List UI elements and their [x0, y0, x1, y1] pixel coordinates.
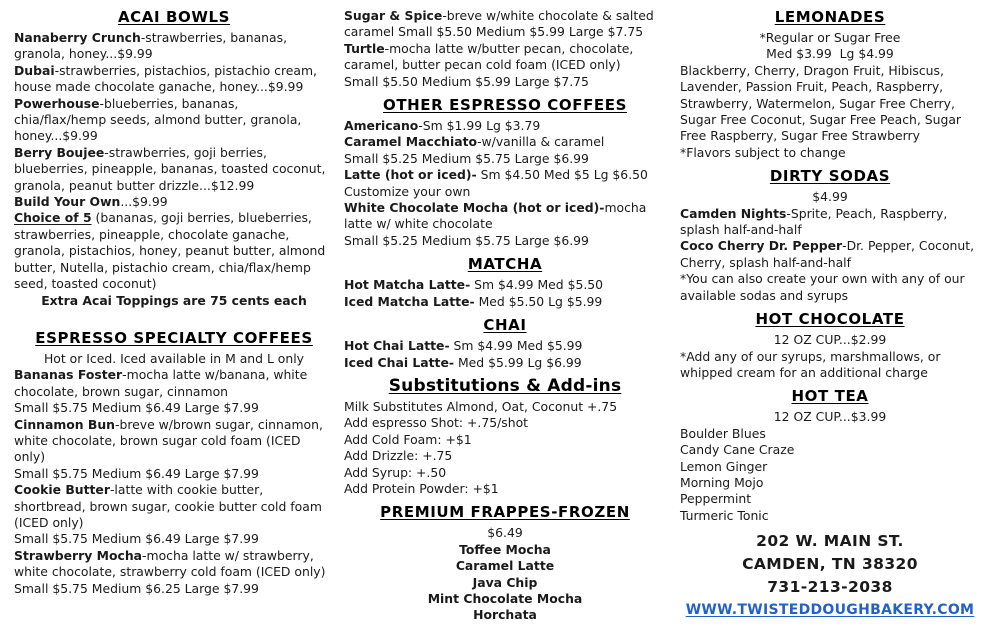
- item-price: Sm $4.50 Med $5 Lg $6.50: [476, 167, 648, 183]
- menu-item: [14, 482, 334, 548]
- section-title: OTHER ESPRESSO COFFEES: [382, 96, 628, 115]
- menu-item: [14, 293, 334, 309]
- menu-item: [344, 432, 666, 448]
- item-description: -blueberries, bananas, chia/flax/hemp seeds, almond butter, granola, honey...$9.99: [14, 95, 306, 144]
- menu-item: [680, 426, 980, 442]
- section-other-espresso-coffees: [344, 96, 666, 249]
- menu-item: [680, 349, 980, 382]
- item-description: -breve w/brown sugar, cinnamon, white chocolate, brown sugar cold foam (ICED only): [14, 416, 327, 465]
- menu-item: [680, 46, 980, 62]
- item-name: Candy Cane Craze: [680, 442, 795, 458]
- menu-column-left: [14, 0, 334, 597]
- section-title: CHAI: [483, 316, 527, 335]
- item-description: -mocha latte w/butter pecan, chocolate, caramel, butter pecan cold foam (ICED only): [344, 40, 638, 73]
- menu-item: [14, 145, 334, 194]
- section-title: Substitutions & Add-ins: [388, 375, 622, 396]
- item-name: Peppermint: [680, 491, 752, 507]
- item-name: Sugar & Spice: [344, 8, 443, 23]
- item-price: ...$9.99: [120, 194, 168, 210]
- street-address-text: 202 W. MAIN ST.: [756, 532, 904, 551]
- item-price: -Sm $1.99 Lg $3.79: [418, 118, 541, 134]
- menu-item: [344, 277, 666, 293]
- menu-item: [14, 96, 334, 145]
- section-title: HOT TEA: [791, 387, 869, 406]
- menu-item: [14, 63, 334, 96]
- item-name: Camden Nights: [680, 205, 787, 221]
- menu-item: [680, 508, 980, 524]
- section-hot-tea: [680, 387, 980, 524]
- website-link-text[interactable]: WWW.TWISTEDDOUGHBAKERY.COM: [685, 602, 975, 619]
- menu-item: [344, 448, 666, 464]
- item-name: Caramel Macchiato: [344, 134, 478, 150]
- section-matcha: [344, 255, 666, 310]
- menu-item: [344, 525, 666, 541]
- menu-item: [680, 30, 980, 46]
- menu-item: [344, 355, 666, 371]
- item-name: Bananas Foster: [14, 367, 123, 383]
- menu-item: [344, 399, 666, 415]
- item-name: Nanaberry Crunch: [14, 30, 141, 45]
- section-note: *Add any of our syrups, marshmallows, or whipped cream for an additional charge: [680, 348, 945, 380]
- item-price: Small $5.25 Medium $5.75 Large $6.99: [344, 150, 589, 166]
- menu-column-middle: [344, 0, 666, 624]
- menu-item: [14, 417, 334, 483]
- item-name: Strawberry Mocha: [14, 547, 143, 563]
- section-title: HOT CHOCOLATE: [755, 310, 905, 329]
- item-price: Small $5.75 Medium $6.49 Large $7.99: [14, 531, 259, 547]
- section-lemonades: [680, 8, 980, 161]
- section-title: MATCHA: [467, 255, 543, 274]
- item-name: Iced Matcha Latte-: [344, 293, 475, 309]
- item-name: Lemon Ginger: [680, 458, 768, 474]
- menu-item: [14, 351, 334, 367]
- menu-item: [14, 194, 334, 210]
- item-name: Dubai: [14, 62, 55, 78]
- section-price: 12 OZ CUP...$3.99: [773, 409, 887, 425]
- section-price: $4.99: [812, 189, 848, 205]
- menu-item: [344, 591, 666, 607]
- section-title: DIRTY SODAS: [769, 167, 891, 186]
- section-note: *Flavors subject to change: [680, 144, 846, 160]
- item-price: Sm $4.99 Med $5.99: [449, 338, 583, 354]
- section-substitutions-add-ins: [344, 377, 666, 497]
- toppings-note: Extra Acai Toppings are 75 cents each: [41, 292, 307, 308]
- section-title: PREMIUM FRAPPES-FROZEN: [380, 503, 630, 522]
- item-price: Sm $4.99 Med $5.50: [470, 277, 604, 293]
- menu-item: [680, 206, 980, 239]
- menu-item: [680, 271, 980, 304]
- menu-item: [680, 145, 980, 161]
- addin-line: Add Cold Foam: +$1: [344, 431, 472, 447]
- section-espresso-specialty-continued: [344, 8, 666, 90]
- street-address: [680, 530, 980, 553]
- addin-line: Add Protein Powder: +$1: [344, 480, 499, 496]
- section-price: $6.49: [487, 525, 523, 541]
- item-name: Powerhouse: [14, 95, 100, 111]
- item-price: Small $5.75 Medium $6.49 Large $7.99: [14, 465, 259, 481]
- item-price: Med $5.99 Lg $6.99: [454, 354, 582, 370]
- menu-item: [680, 332, 980, 348]
- menu-column-right: [680, 0, 980, 621]
- item-name: Iced Chai Latte-: [344, 354, 455, 370]
- phone-number: [680, 576, 980, 599]
- menu-item: [344, 542, 666, 558]
- item-name: Boulder Blues: [680, 425, 766, 441]
- item-description: -latte with cookie butter, shortbread, brown sugar, cookie butter cold foam (ICED only): [14, 482, 326, 530]
- item-description: Customize your own: [344, 183, 471, 199]
- section-espresso-specialty: [14, 329, 334, 597]
- item-price: Med $5.50 Lg $5.99: [474, 293, 603, 309]
- website-link[interactable]: [680, 599, 980, 621]
- item-name: Mint Chocolate Mocha: [427, 590, 583, 606]
- item-name: Choice of 5: [14, 210, 92, 226]
- item-price: Small $5.50 Medium $5.99 Large $7.75: [344, 73, 589, 89]
- menu-item: [344, 200, 666, 249]
- addin-line: Add Drizzle: +.75: [344, 448, 453, 464]
- item-name: Horchata: [473, 607, 537, 623]
- menu-item: [14, 30, 334, 63]
- menu-item: [344, 558, 666, 574]
- section-note: *You can also create your own with any of our available sodas and syrups: [680, 271, 969, 303]
- item-name: Turtle: [344, 40, 385, 56]
- menu-item: [344, 607, 666, 623]
- item-name: Cookie Butter: [14, 482, 110, 498]
- menu-item: [14, 210, 334, 292]
- item-description: -Dr. Pepper, Coconut, Cherry, splash half-and-half: [680, 238, 978, 270]
- item-price: Small $5.75 Medium $6.49 Large $7.99: [14, 400, 259, 416]
- phone-number-text: 731-213-2038: [767, 578, 893, 597]
- item-name: Berry Boujee: [14, 144, 105, 160]
- addin-line: Add espresso Shot: +.75/shot: [344, 415, 529, 431]
- menu-item: [344, 167, 666, 200]
- item-name: Americano: [344, 118, 419, 134]
- section-note: *Regular or Sugar Free: [759, 30, 901, 45]
- item-name: Caramel Latte: [455, 558, 555, 574]
- item-name: Hot Matcha Latte-: [344, 277, 471, 293]
- addin-line: Add Syrup: +.50: [344, 464, 447, 480]
- item-description: -strawberries, goji berries, blueberries, pineapple, bananas, toasted coconut, granola, peanut butter drizzle...$12.99: [14, 144, 330, 193]
- menu-item: [680, 459, 980, 475]
- item-name: Latte (hot or iced)-: [344, 167, 477, 183]
- menu-item: [344, 338, 666, 354]
- menu-item: [14, 548, 334, 597]
- section-price: Med $3.99 Lg $4.99: [766, 46, 894, 62]
- city-state-zip: [680, 553, 980, 576]
- menu-item: [680, 189, 980, 205]
- section-hot-chocolate: [680, 310, 980, 381]
- section-price: 12 OZ CUP...$2.99: [773, 332, 887, 348]
- menu-item: [680, 491, 980, 507]
- item-name: Java Chip: [472, 574, 538, 590]
- addin-line: Milk Substitutes Almond, Oat, Coconut +.75: [344, 398, 618, 414]
- section-premium-frappes-frozen: [344, 503, 666, 623]
- city-state-zip-text: CAMDEN, TN 38320: [742, 555, 918, 574]
- section-title: LEMONADES: [774, 8, 886, 26]
- menu-item: [14, 367, 334, 416]
- item-description: -mocha latte w/banana, white chocolate, brown sugar, cinnamon: [14, 367, 312, 399]
- item-price: Small $5.25 Medium $5.75 Large $6.99: [344, 232, 589, 248]
- section-note: Hot or Iced. Iced available in M and L only: [43, 350, 305, 366]
- menu-item: [344, 41, 666, 90]
- menu-item: [344, 481, 666, 497]
- menu-item: [344, 134, 666, 167]
- section-title: ESPRESSO SPECIALTY COFFEES: [35, 328, 313, 347]
- item-name: Cinnamon Bun: [14, 416, 115, 432]
- item-name: White Chocolate Mocha (hot or iced)-: [344, 200, 605, 216]
- item-description: mocha latte w/ white chocolate: [344, 200, 651, 232]
- section-dirty-sodas: [680, 167, 980, 304]
- section-chai: [344, 316, 666, 371]
- item-name: Turmeric Tonic: [680, 507, 769, 523]
- section-title: ACAI BOWLS: [117, 8, 231, 26]
- menu-item: [344, 294, 666, 310]
- item-description: -Sprite, Peach, Raspberry, splash half-and-half: [680, 205, 952, 238]
- item-description: -mocha latte w/ strawberry, white chocolate, strawberry cold foam (ICED only) Small $5.75 Medium $6.25 Large $7.99: [14, 547, 330, 596]
- item-description: (bananas, goji berries, blueberries, strawberries, pineapple, chocolate ganache, granola, pistachios, honey, peanut butter, almond butter, Nutella, pistachio cream, chia/flax/hemp seed, toasted coconut): [14, 210, 330, 292]
- menu-item: [680, 442, 980, 458]
- section-acai-bowls: [14, 8, 334, 309]
- menu-item: [344, 415, 666, 431]
- item-description: -strawberries, bananas, granola, honey...$9.99: [14, 30, 291, 62]
- item-description: -strawberries, pistachios, pistachio cream, house made chocolate ganache, honey...$9.99: [14, 62, 321, 95]
- menu-item: [680, 409, 980, 425]
- flavor-list: Blackberry, Cherry, Dragon Fruit, Hibiscus, Lavender, Passion Fruit, Peach, Raspberry, Strawberry, Watermelon, Sugar Free Cherry, Sugar Free Coconut, Sugar Free Peach, Sugar Free Raspberry, Sugar Free Strawberry: [680, 62, 965, 144]
- menu-item: [344, 118, 666, 134]
- item-description: -breve w/white chocolate & salted caramel Small $5.50 Medium $5.99 Large $7.75: [344, 8, 658, 40]
- item-description: -w/vanilla & caramel: [477, 134, 605, 150]
- menu-item: [680, 238, 980, 271]
- item-name: Coco Cherry Dr. Pepper: [680, 238, 843, 254]
- section-contact-footer: [680, 530, 980, 621]
- menu-item: [344, 575, 666, 591]
- item-name: Hot Chai Latte-: [344, 338, 450, 354]
- menu-item: [680, 63, 980, 145]
- item-name: Morning Mojo: [680, 474, 764, 490]
- menu-item: [680, 475, 980, 491]
- item-name: Build Your Own: [14, 194, 121, 210]
- item-name: Toffee Mocha: [459, 541, 551, 557]
- menu-item: [344, 8, 666, 41]
- menu-item: [344, 465, 666, 481]
